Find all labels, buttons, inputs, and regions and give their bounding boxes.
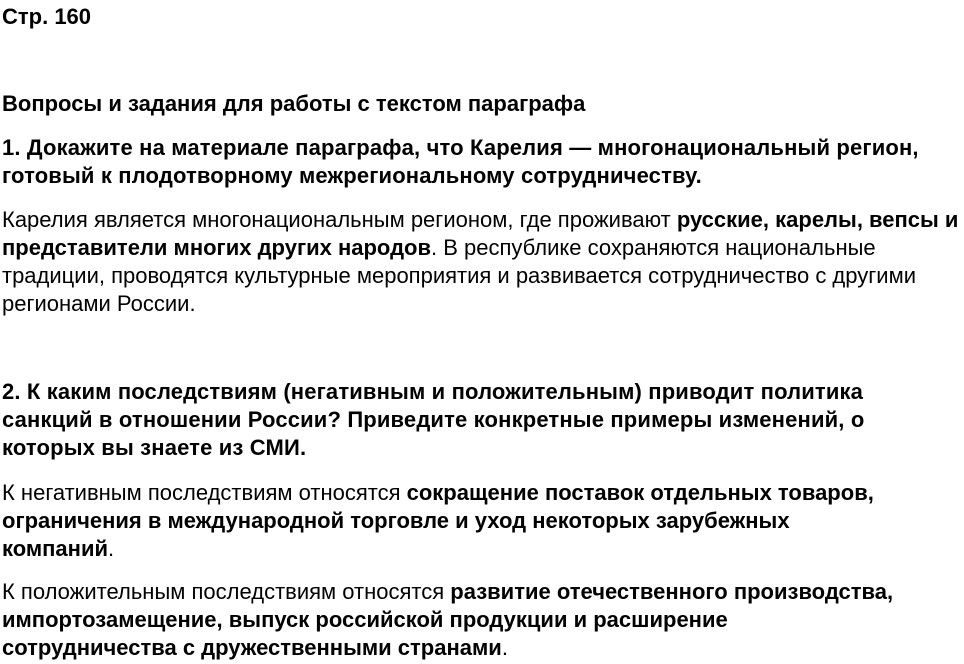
- answer-2-positive-highlight: развитие отечественного производства, импортозамещение, выпуск российской продукции и расширение сотрудничества с дружественными странами: [2, 579, 894, 660]
- question-1: 1. Докажите на материале параграфа, что Карелия — многонациональный регион, готовый к плодотворному межрегиональному сотрудничеству.: [2, 135, 919, 188]
- answer-1: [2, 206, 964, 318]
- answer-1-highlight: русские, карелы, вепсы и представители многих других народов: [2, 207, 959, 260]
- answer-2-negative-text-end: .: [108, 536, 115, 561]
- page-number: Стр. 160: [2, 4, 92, 29]
- answer-2-negative-highlight: сокращение поставок отдельных товаров, ограничения в международной торговле и уход некоторых зарубежных компаний: [2, 480, 874, 561]
- answer-2-positive: [2, 578, 902, 662]
- section-heading: Вопросы и задания для работы с текстом параграфа: [2, 91, 586, 116]
- answer-2-negative: [2, 479, 902, 563]
- answer-2-negative-text: К негативным последствиям относятся: [2, 480, 407, 505]
- question-2: 2. К каким последствиям (негативным и положительным) приводит политика санкций в отношении России? Приведите конкретные примеры изменений, о которых вы знаете из СМИ.: [2, 379, 865, 460]
- answer-1-text: Карелия является многонациональным регионом, где проживают: [2, 207, 677, 232]
- answer-2-positive-text-end: .: [501, 635, 508, 660]
- answer-2-positive-text: К положительным последствиям относятся: [2, 579, 451, 604]
- answer-1-text-end: . В республике сохраняются национальные традиции, проводятся культурные мероприятия и развивается сотрудничество с другими регионами России.: [2, 235, 916, 316]
